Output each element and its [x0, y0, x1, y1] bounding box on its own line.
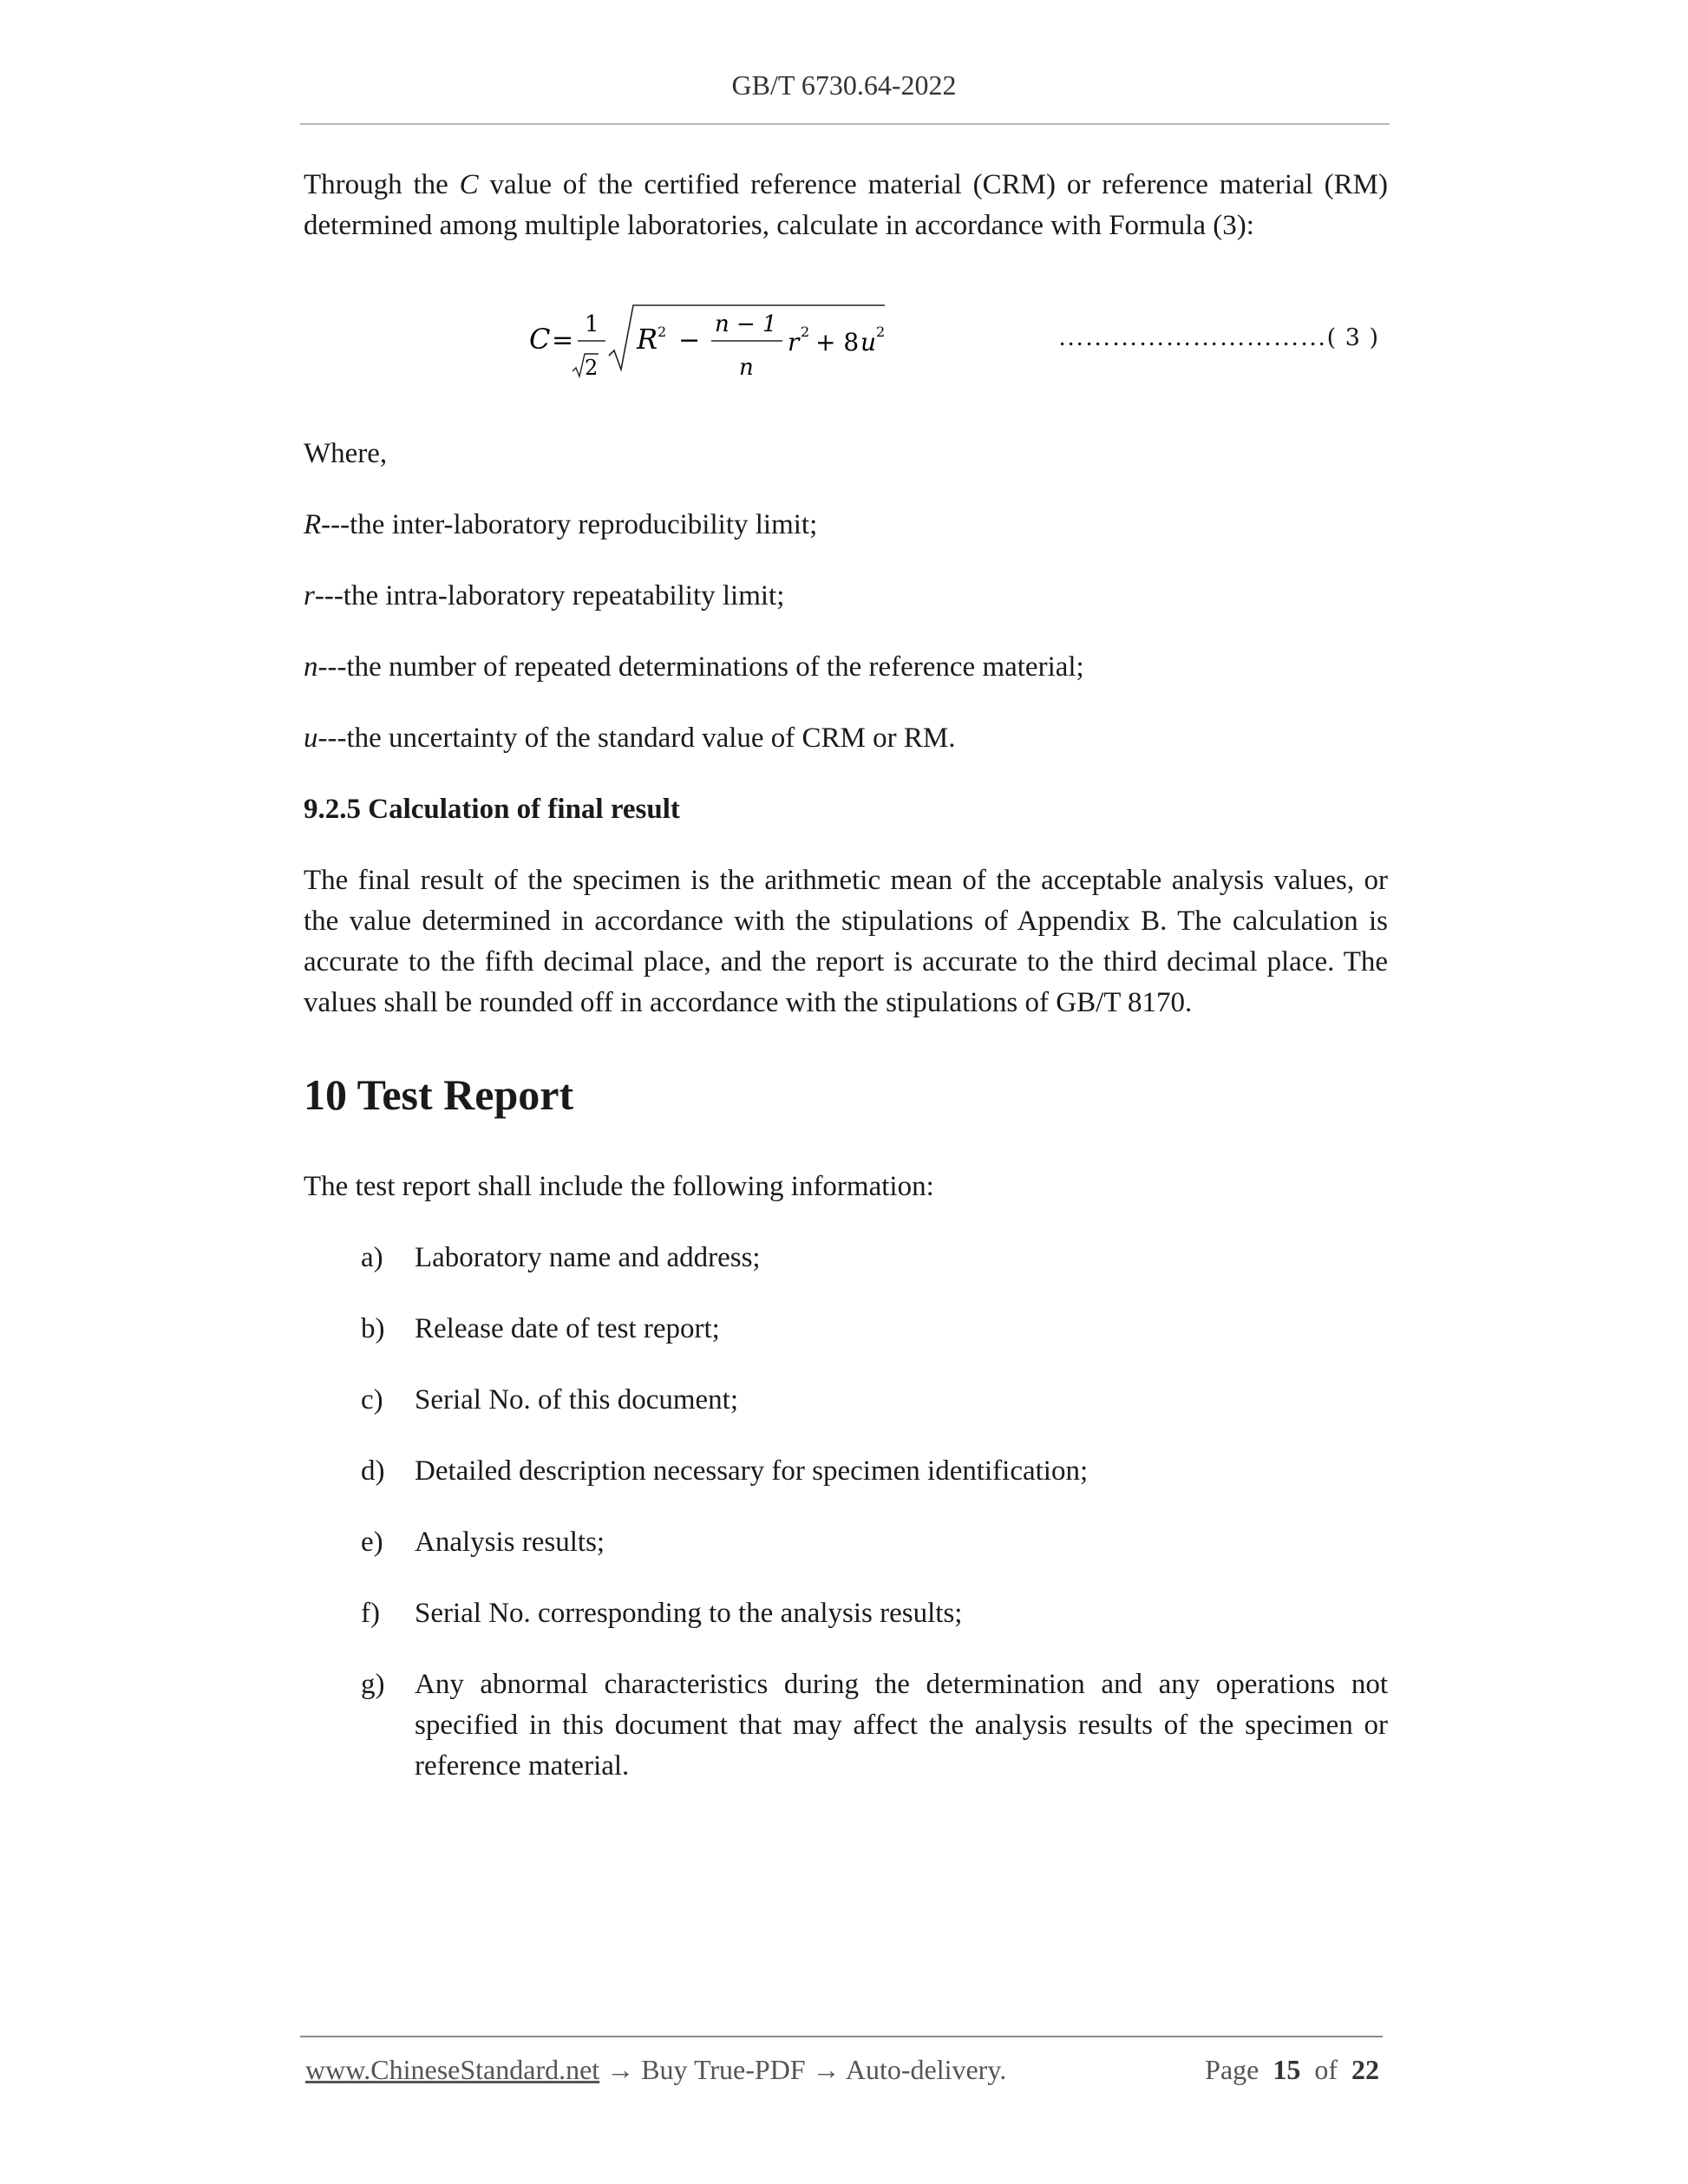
- list-marker: c): [361, 1384, 383, 1416]
- list-text: Detailed description necessary for specimen identification;: [415, 1455, 1089, 1487]
- definition-text: ---the number of repeated determinations of the reference material;: [317, 651, 1084, 683]
- definition-r-lower: [304, 576, 1388, 617]
- definition-text: ---the uncertainty of the standard value of CRM or RM.: [317, 723, 956, 754]
- list-text: Any abnormal characteristics during the determination and any operations not specified in this document that may affect the analysis results of the specimen or reference material.: [415, 1669, 1388, 1782]
- definition-text: ---the intra-laboratory repeatability limit;: [314, 580, 785, 611]
- intro-paragraph: [304, 165, 1388, 246]
- footer-arrow-icon: →: [599, 2054, 642, 2085]
- page-total: 22: [1351, 2054, 1379, 2085]
- page-counter: [1205, 2054, 1379, 2086]
- formula-3: [304, 298, 1388, 394]
- formula-r-lower-exp: 2: [801, 324, 810, 340]
- list-marker: e): [361, 1527, 383, 1558]
- formula-frac-numerator: n − 1: [715, 311, 777, 337]
- definition-text: ---the inter-laboratory reproducibility limit;: [321, 509, 818, 540]
- formula-r-upper: R: [637, 323, 658, 356]
- list-text: Serial No. of this document;: [415, 1384, 739, 1416]
- of-label: of: [1314, 2054, 1338, 2085]
- list-text: Release date of test report;: [415, 1313, 720, 1344]
- footer-rule: [300, 2036, 1383, 2037]
- footer-buy-text: Buy True-PDF: [641, 2054, 806, 2085]
- formula-number: ( 3 ): [1326, 324, 1379, 351]
- where-label: Where,: [304, 438, 388, 469]
- formula-frac-denominator: n: [739, 355, 754, 381]
- formula-r-upper-exp: 2: [658, 324, 667, 340]
- footer-delivery-text: Auto-delivery.: [845, 2054, 1007, 2085]
- formula-denominator-two: 2: [585, 356, 599, 380]
- list-marker: d): [361, 1455, 385, 1487]
- formula-dots: …………………………: [1057, 323, 1327, 351]
- formula-equals: =: [552, 325, 574, 356]
- subsection-heading-925: 9.2.5 Calculation of final result: [304, 794, 680, 825]
- formula-graphic: [529, 298, 893, 394]
- formula-lhs: C: [529, 323, 551, 356]
- list-marker: g): [361, 1669, 385, 1700]
- definition-u: [304, 718, 1388, 759]
- formula-plus-term: + 8: [815, 328, 860, 356]
- footer-arrow-icon: →: [805, 2054, 846, 2085]
- formula-r-lower: r: [788, 328, 800, 356]
- list-text: Laboratory name and address;: [415, 1242, 761, 1273]
- subsection-body-text: The final result of the specimen is the arithmetic mean of the acceptable analysis values, or the value determined in accordance with the stipulations of Appendix B. The calculation is accurate to the fifth decimal place, and the report is accurate to the third decimal place. The values shall be rounded off in accordance with the stipulations of GB/T 8170.: [304, 865, 1388, 1018]
- list-marker: b): [361, 1313, 385, 1344]
- list-text: Serial No. corresponding to the analysis results;: [415, 1598, 963, 1629]
- section-heading-10: 10 Test Report: [304, 1070, 574, 1119]
- page-header-title: GB/T 6730.64-2022: [731, 69, 957, 101]
- list-text: Analysis results;: [415, 1527, 605, 1558]
- page-number: 15: [1273, 2054, 1301, 2085]
- formula-u-exp: 2: [876, 324, 886, 340]
- intro-text-a: Through the: [304, 169, 460, 200]
- definition-var: r: [304, 580, 315, 611]
- formula-numerator-one: 1: [585, 311, 599, 337]
- list-marker: f): [361, 1598, 380, 1629]
- intro-variable-c: C: [459, 169, 479, 200]
- formula-u: u: [860, 328, 877, 356]
- header-rule: [300, 123, 1390, 125]
- list-marker: a): [361, 1242, 383, 1273]
- subsection-body-925: [304, 860, 1388, 1023]
- definition-r-upper: [304, 505, 1388, 546]
- footer-website-link[interactable]: www.ChineseStandard.net: [305, 2054, 600, 2085]
- section-10-intro: The test report shall include the following information:: [304, 1171, 934, 1202]
- definition-var: n: [304, 651, 318, 683]
- page-label: Page: [1205, 2054, 1259, 2085]
- intro-text-b: value of the certified reference material (CRM) or reference material (RM) determined among multiple laboratories, calculate in accordance with Formula (3):: [304, 169, 1389, 241]
- definition-n: [304, 647, 1388, 688]
- definition-var: R: [304, 509, 322, 540]
- formula-number-leader: [1058, 323, 1379, 352]
- footer-promo: [305, 2054, 1006, 2086]
- formula-minus: −: [678, 325, 701, 356]
- definition-var: u: [304, 723, 318, 754]
